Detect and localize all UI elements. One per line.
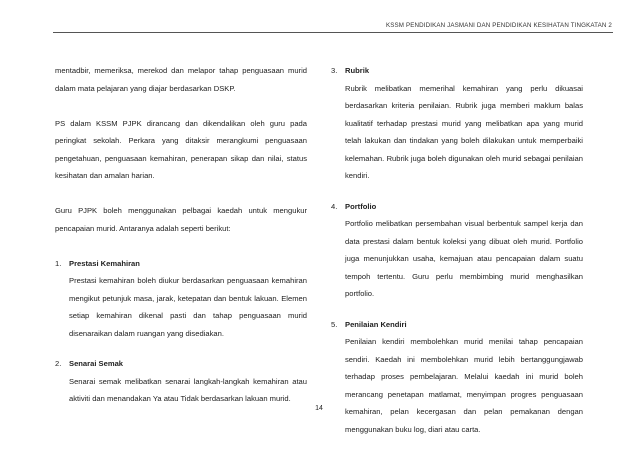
method-item-penilaian-kendiri xyxy=(331,316,583,439)
item-title: Rubrik xyxy=(345,66,370,75)
method-item-senarai-semak xyxy=(55,355,307,408)
right-column xyxy=(331,62,583,438)
item-title: Penilaian Kendiri xyxy=(345,319,407,329)
intro-paragraph: mentadbir, memeriksa, merekod dan melapor tahap penguasaan murid dalam mata pelajaran yang diajar berdasarkan DSKP. xyxy=(55,66,307,93)
item-body: Penilaian kendiri membolehkan murid menilai tahap pencapaian sendiri. Kaedah ini membolehkan murid lebih bertanggungjawab terhadap proses pembelajaran. Melalui kaedah ini murid boleh merancang penetapan matlamat, menyimpan progres penguasaan kemahiran, pelan kecergasan dan pelan pemakanan dengan menggunakan buku log, diari atau carta. xyxy=(345,337,583,434)
method-item-portfolio xyxy=(331,198,583,303)
item-body: Rubrik melibatkan memerihal kemahiran yang perlu dikuasai berdasarkan kriteria penilaian. Rubrik juga memberi maklum balas kualitatif terhadap prestasi murid yang melibatkan apa yang murid telah lakukan dan tindakan yang boleh dilakukan untuk memperbaiki kelemahan. Rubrik juga boleh digunakan oleh murid sebagai penilaian kendiri. xyxy=(345,83,583,180)
item-number: 3. xyxy=(331,66,338,75)
item-number: 4. xyxy=(331,201,338,211)
item-number: 2. xyxy=(55,359,62,368)
item-number: 5. xyxy=(331,319,338,329)
method-item-prestasi-kemahiran xyxy=(55,255,307,343)
item-title: Senarai Semak xyxy=(69,359,124,368)
ps-paragraph: PS dalam KSSM PJPK dirancang dan dikendalikan oleh guru pada peringkat sekolah. Perkara yang ditaksir merangkumi penguasaan pengetahuan, penguasaan kemahiran, penerapan sikap dan nilai, status kesihatan dan amalan harian. xyxy=(55,118,307,180)
item-body: Portfolio melibatkan persembahan visual berbentuk sampel kerja dan data prestasi dalam bentuk koleksi yang dibuat oleh murid. Portfolio juga menunjukkan usaha, kemajuan atau pencapaian dalam suatu tempoh tertentu. Guru perlu membimbing murid menghasilkan portfolio. xyxy=(345,219,583,298)
methods-paragraph: Guru PJPK boleh menggunakan pelbagai kaedah untuk mengukur pencapaian murid. Antaranya adalah seperti berikut: xyxy=(55,206,307,233)
running-header: KSSM PENDIDIKAN JASMANI DAN PENDIDIKAN KESIHATAN TINGKATAN 2 xyxy=(385,22,612,29)
method-item-rubrik xyxy=(331,62,583,185)
header-divider xyxy=(53,32,613,33)
item-body: Senarai semak melibatkan senarai langkah-langkah kemahiran atau aktiviti dan menandakan Ya atau Tidak berdasarkan lakuan murid. xyxy=(69,376,307,403)
item-body: Prestasi kemahiran boleh diukur berdasarkan penguasaan kemahiran mengikut petunjuk masa, jarak, ketepatan dan bentuk lakuan. Elemen setiap kemahiran dikenal pasti dan tahap penguasaan murid disenaraikan dalam ruangan yang disediakan. xyxy=(69,276,307,338)
item-title: Portfolio xyxy=(345,201,377,211)
left-column xyxy=(55,62,307,408)
page-number: 14 xyxy=(315,405,323,412)
item-title: Prestasi Kemahiran xyxy=(69,258,140,268)
item-number: 1. xyxy=(55,258,62,268)
